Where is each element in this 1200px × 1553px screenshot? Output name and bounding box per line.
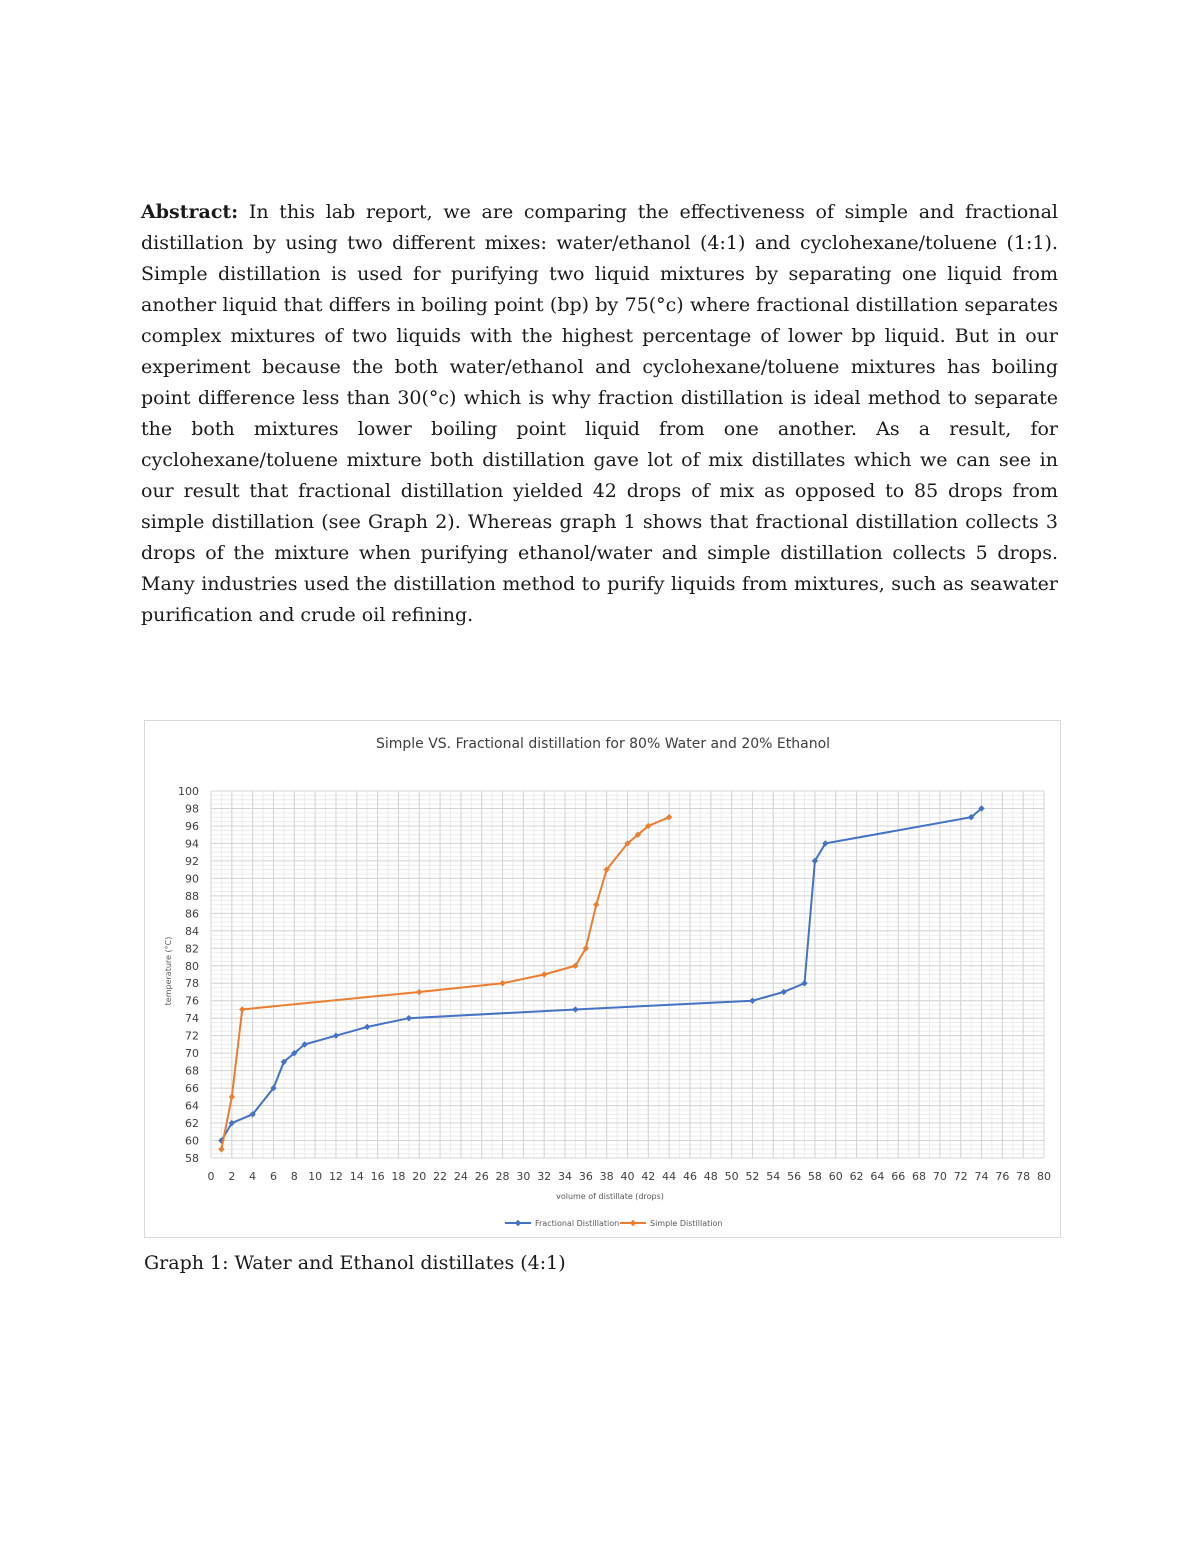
data-point bbox=[364, 1024, 370, 1030]
data-point bbox=[406, 1015, 412, 1021]
legend-label: Fractional Distillation bbox=[535, 1219, 620, 1228]
x-tick-label: 72 bbox=[953, 1170, 968, 1183]
x-tick-label: 20 bbox=[412, 1170, 427, 1183]
y-tick-label: 86 bbox=[185, 907, 199, 921]
x-tick-label: 18 bbox=[391, 1170, 406, 1183]
x-tick-label: 38 bbox=[599, 1170, 614, 1183]
data-point bbox=[780, 989, 786, 995]
x-tick-label: 54 bbox=[766, 1170, 781, 1183]
y-tick-label: 94 bbox=[185, 837, 199, 851]
x-tick-label: 32 bbox=[537, 1170, 552, 1183]
y-tick-label: 80 bbox=[185, 959, 199, 973]
legend-label: Simple Distillation bbox=[650, 1219, 723, 1228]
x-tick-label: 2 bbox=[228, 1170, 236, 1183]
data-point bbox=[593, 901, 599, 907]
x-tick-label: 46 bbox=[682, 1170, 697, 1183]
data-point bbox=[666, 814, 672, 820]
x-tick-label: 76 bbox=[995, 1170, 1010, 1183]
legend-marker bbox=[515, 1220, 521, 1226]
abstract-label: Abstract: bbox=[141, 201, 239, 223]
y-tick-label: 58 bbox=[185, 1152, 199, 1165]
x-tick-label: 6 bbox=[269, 1170, 277, 1183]
data-point bbox=[229, 1094, 235, 1100]
x-tick-label: 42 bbox=[641, 1170, 656, 1183]
data-point bbox=[572, 1006, 578, 1012]
data-point bbox=[416, 989, 422, 995]
y-tick-label: 66 bbox=[185, 1082, 199, 1096]
x-tick-label: 70 bbox=[932, 1170, 947, 1183]
x-tick-label: 34 bbox=[558, 1170, 573, 1183]
x-tick-label: 64 bbox=[870, 1170, 885, 1183]
chart-svg bbox=[145, 721, 1062, 1239]
y-tick-label: 84 bbox=[185, 924, 199, 938]
data-point bbox=[801, 980, 807, 986]
y-tick-label: 68 bbox=[185, 1064, 199, 1078]
x-tick-label: 4 bbox=[249, 1170, 257, 1183]
distillation-chart bbox=[144, 720, 1061, 1238]
x-tick-label: 74 bbox=[974, 1170, 989, 1183]
chart-legend bbox=[505, 1219, 722, 1228]
x-tick-label: 24 bbox=[453, 1170, 468, 1183]
x-tick-label: 62 bbox=[849, 1170, 864, 1183]
data-point bbox=[499, 980, 505, 986]
x-tick-label: 12 bbox=[328, 1170, 343, 1183]
x-tick-label: 80 bbox=[1037, 1170, 1051, 1183]
x-tick-label: 48 bbox=[703, 1170, 718, 1183]
x-tick-label: 66 bbox=[891, 1170, 906, 1183]
y-tick-label: 64 bbox=[185, 1099, 199, 1113]
x-tick-label: 56 bbox=[787, 1170, 802, 1183]
y-tick-label: 70 bbox=[185, 1047, 199, 1061]
chart-title: Simple VS. Fractional distillation for 80% Water and 20% Ethanol bbox=[375, 736, 831, 752]
x-tick-label: 58 bbox=[807, 1170, 822, 1183]
x-tick-label: 78 bbox=[1016, 1170, 1031, 1183]
data-point bbox=[541, 971, 547, 977]
x-tick-label: 14 bbox=[349, 1170, 364, 1183]
y-tick-label: 100 bbox=[178, 785, 199, 798]
x-tick-label: 52 bbox=[745, 1170, 760, 1183]
data-point bbox=[749, 998, 755, 1004]
x-axis-label: volume of distillate (drops) bbox=[556, 1192, 664, 1201]
x-tick-label: 0 bbox=[207, 1170, 215, 1183]
x-tick-label: 22 bbox=[433, 1170, 448, 1183]
x-tick-label: 16 bbox=[370, 1170, 385, 1183]
abstract-paragraph bbox=[141, 197, 1058, 631]
legend-marker bbox=[630, 1220, 636, 1226]
y-tick-label: 62 bbox=[185, 1117, 199, 1131]
x-tick-label: 30 bbox=[516, 1170, 531, 1183]
graph-caption: Graph 1: Water and Ethanol distillates (4:1) bbox=[144, 1252, 566, 1274]
y-axis-label: temperature (°C) bbox=[164, 936, 173, 1006]
x-tick-label: 28 bbox=[495, 1170, 510, 1183]
x-tick-label: 26 bbox=[474, 1170, 489, 1183]
y-tick-label: 96 bbox=[185, 819, 199, 833]
y-tick-label: 82 bbox=[185, 942, 199, 956]
data-point bbox=[239, 1006, 245, 1012]
data-point bbox=[333, 1032, 339, 1038]
abstract-text: In this lab report, we are comparing the effectiveness of simple and fractional distillation by using two different mixes: water/ethanol (4:1) and cyclohexane/toluene (1:1). Simple distillation is used for purifying two liquid mixtures by separating one liquid from another liquid that differs in boiling point (bp) by 75(°c) where fractional distillation separates complex mixtures of two liquids with the highest percentage of lower bp liquid. But in our experiment because the both water/ethanol and cyclohexane/toluene mixtures has boiling point difference less than 30(°c) which is why fraction distillation is ideal method to separate the both mixtures lower boiling point liquid from one another. As a result, for cyclohexane/toluene mixture both distillation gave lot of mix distillates which we can see in our result that fractional distillation yielded 42 drops of mix as opposed to 85 drops from simple distillation (see Graph 2). Whereas graph 1 shows that fractional distillation collects 3 drops of the mixture when purifying ethanol/water and simple distillation collects 5 drops. Many industries used the distillation method to purify liquids from mixtures, such as seawater purification and crude oil refining. bbox=[141, 201, 1058, 626]
y-tick-label: 90 bbox=[185, 872, 199, 886]
x-tick-label: 36 bbox=[578, 1170, 593, 1183]
x-tick-label: 60 bbox=[828, 1170, 843, 1183]
y-tick-label: 74 bbox=[185, 1012, 199, 1026]
y-tick-label: 72 bbox=[185, 1029, 199, 1043]
y-tick-label: 92 bbox=[185, 854, 199, 868]
x-tick-label: 50 bbox=[724, 1170, 739, 1183]
x-tick-label: 10 bbox=[308, 1170, 323, 1183]
x-tick-label: 40 bbox=[620, 1170, 635, 1183]
y-tick-label: 60 bbox=[185, 1134, 199, 1148]
x-tick-label: 8 bbox=[290, 1170, 298, 1183]
y-tick-label: 98 bbox=[185, 802, 199, 816]
x-tick-label: 68 bbox=[912, 1170, 927, 1183]
y-tick-label: 76 bbox=[185, 994, 199, 1008]
y-tick-label: 78 bbox=[185, 977, 199, 991]
x-tick-label: 44 bbox=[662, 1170, 677, 1183]
data-point bbox=[218, 1146, 224, 1152]
y-tick-label: 88 bbox=[185, 889, 199, 903]
